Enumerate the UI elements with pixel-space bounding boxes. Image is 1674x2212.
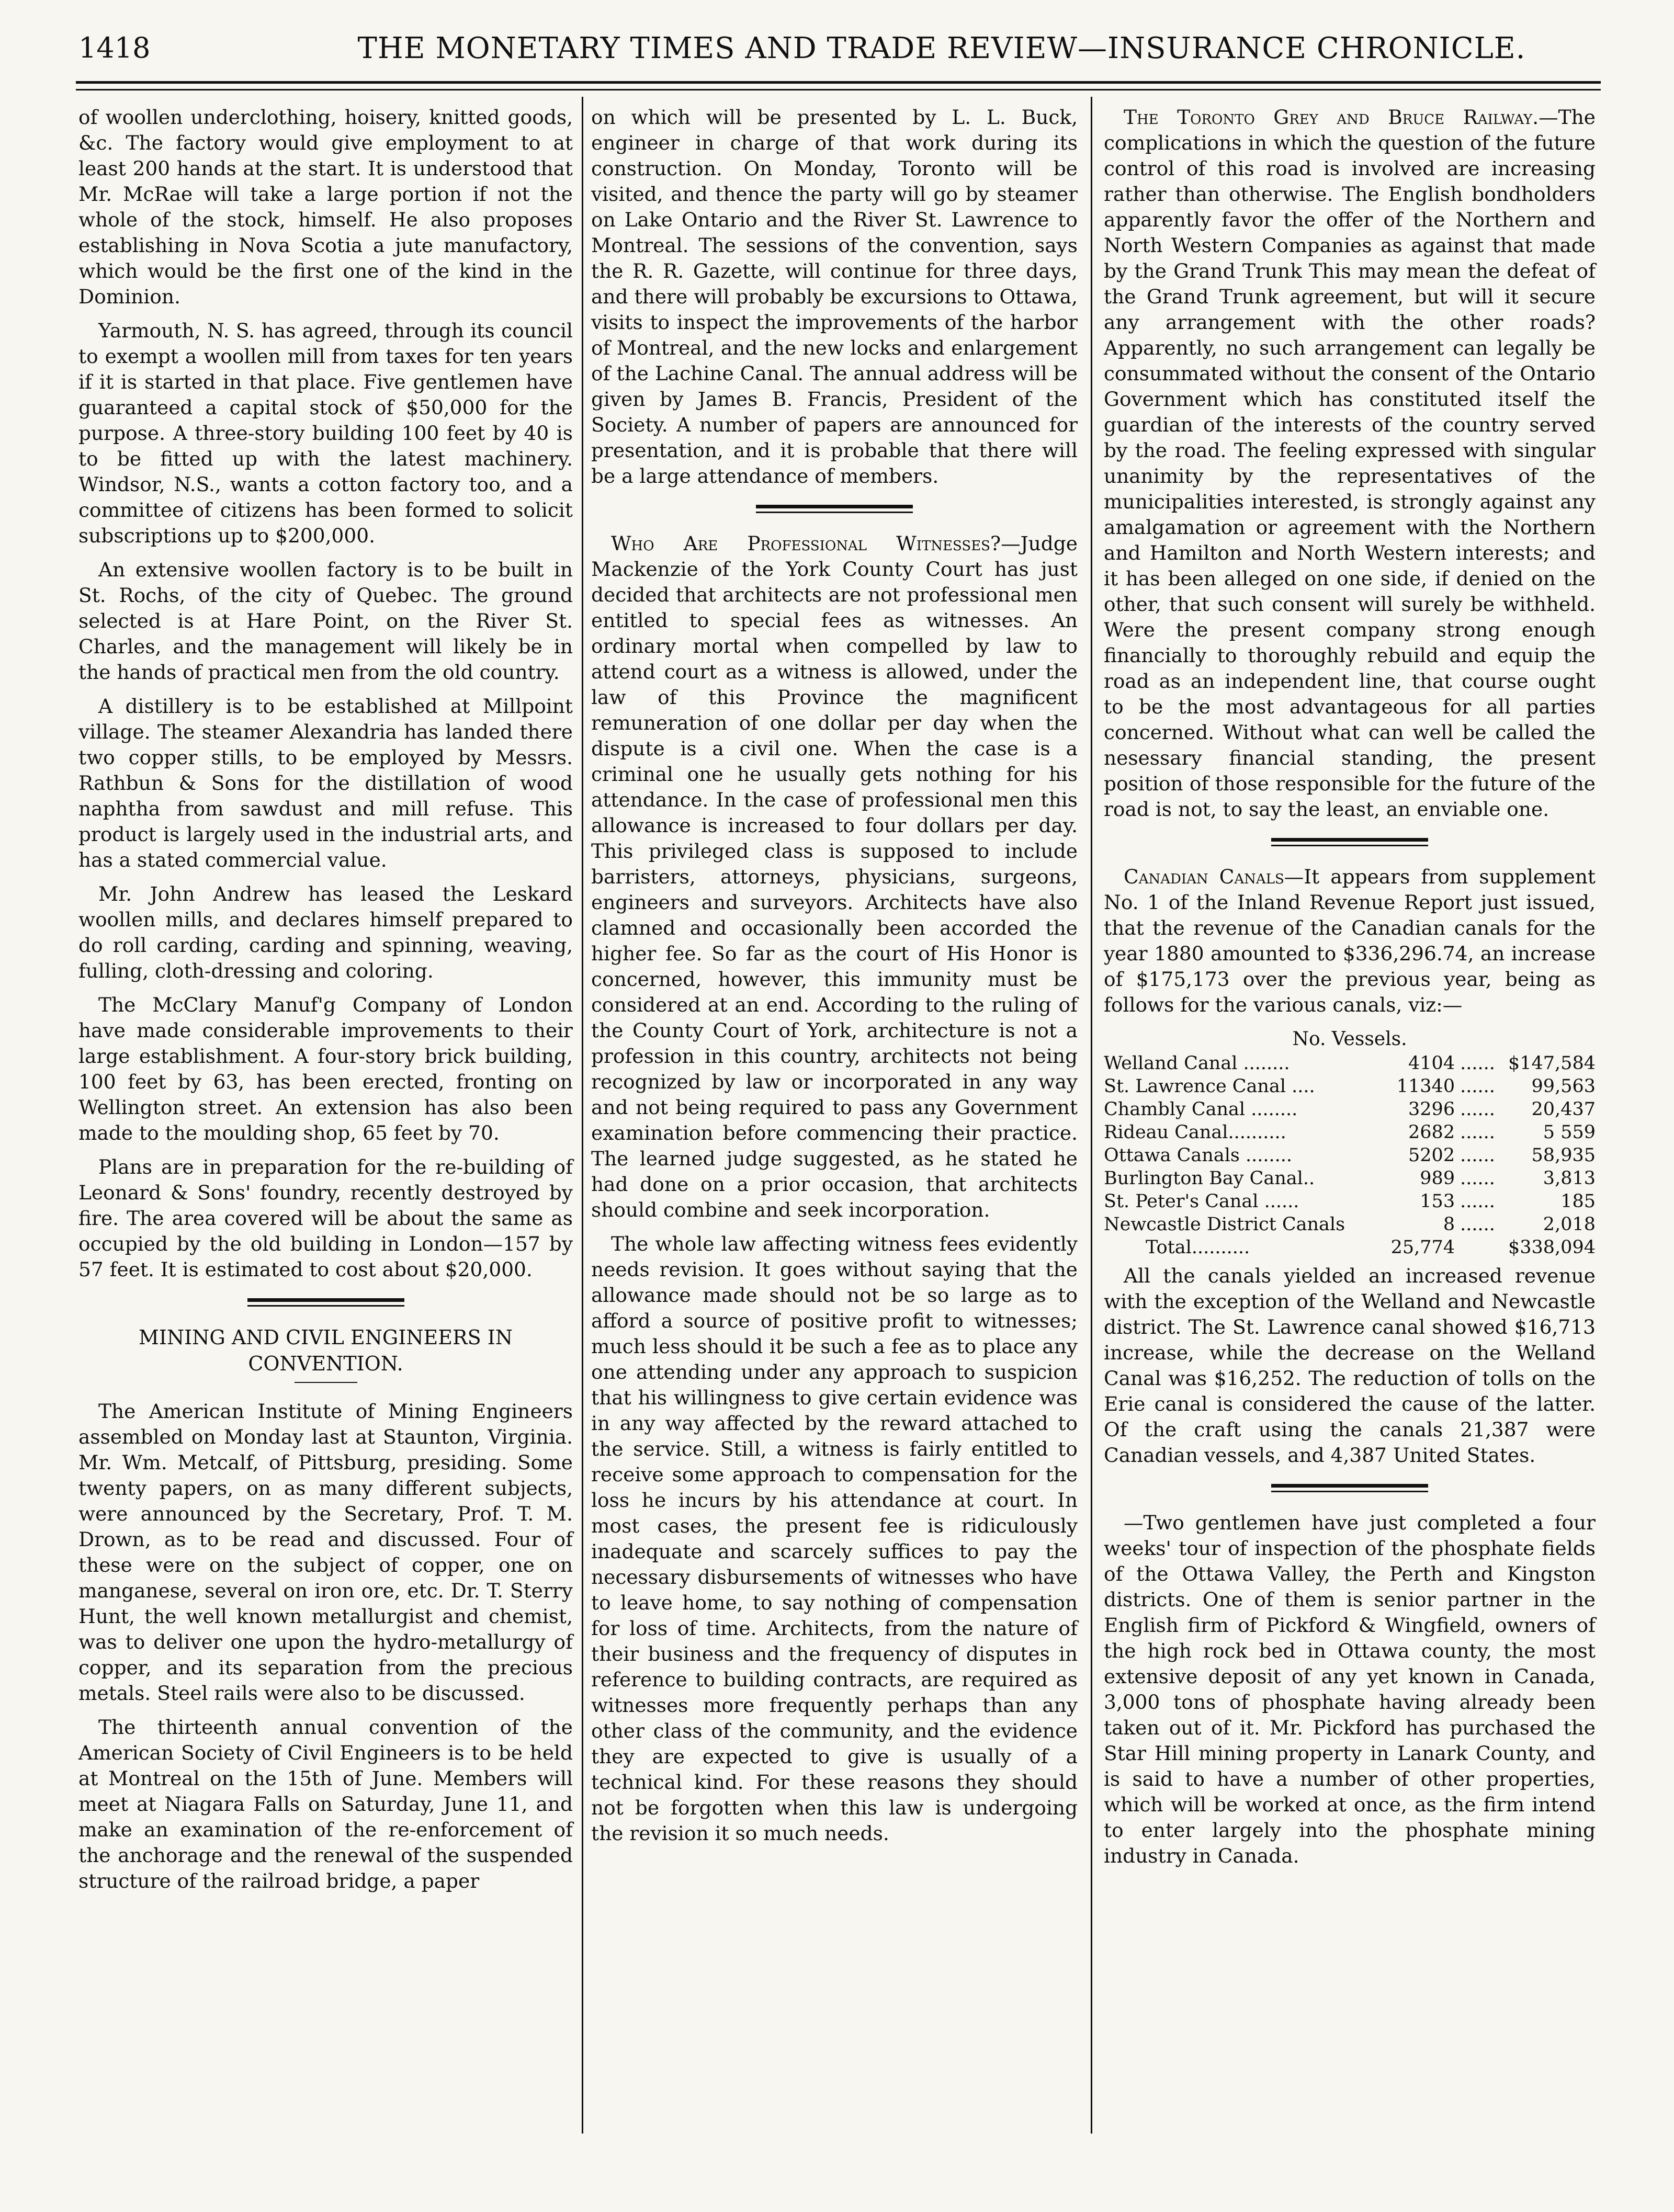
paragraph: —Two gentlemen have just completed a four weeks' tour of inspection of the phosphate fields of the Ottawa Valley, the Perth and Kingston districts. One of them is senior partner in the English firm of Pickford & Wingfield, owners of the high rock bed in Ottawa county, the most extensive deposit of any yet known in Canada, 3,000 tons of phosphate having already been taken out of it. Mr. Pickford has purchased the Star Hill mining property in Lanark County, and is said to have a number of other properties, which will be worked at once, as the firm intend to enter largely into the phosphate mining industry in Canada. — [1104, 1511, 1596, 1867]
table-row — [1104, 1213, 1596, 1236]
revenue-value: 20,437 — [1531, 1099, 1596, 1120]
table-row — [1104, 1052, 1596, 1075]
paragraph: The McClary Manuf'g Company of London have made considerable improvements to their large establishment. A four-story brick building, 100 feet by 63, has been erected, fronting on Wellington street. An extension has also been made to the moulding shop, 65 feet by 70. — [78, 993, 573, 1144]
vessel-count: 989 — [1420, 1168, 1455, 1189]
revenue-value: 2,018 — [1543, 1214, 1596, 1235]
paragraph — [591, 531, 1078, 1223]
revenue-value: 185 — [1560, 1191, 1596, 1212]
vessel-count: 3296 — [1408, 1099, 1455, 1120]
canal-name: Rideau Canal.......... — [1104, 1122, 1286, 1143]
paragraph-lead: Who Are Professional Witnesses? — [611, 532, 1001, 555]
paragraph: The American Institute of Mining Engineers assembled on Monday last at Staunton, Virginia. Mr. Wm. Metcalf, of Pittsburg, presiding. Some twenty papers, on as many different subjects, were announced by the Secretary, Prof. T. M. Drown, as to be read and discussed. Four of these were on the subject of copper, one on manganese, several on iron ore, etc. Dr. T. Sterry Hunt, the well known metallurgist and chemist, was to deliver one upon the hydro-metallurgy of copper, and its separation from the precious metals. Steel rails were also to be discussed. — [78, 1400, 573, 1705]
canal-name: St. Peter's Canal ...... — [1104, 1191, 1299, 1212]
paragraph — [1104, 864, 1596, 1018]
paragraph-body: —The complications in which the question of the future control of this road is involved are increasing rather than otherwise. The English bondholders apparently favor the offer of the Northern and North Western Companies as against that made by the Grand Trunk This may mean the defeat of the Grand Trunk agreement, but will it secure any arrangement with the other roads? Apparently, no such arrangement can legally be consummated without the consent of the Ontario Government which has constituted itself the guardian of the interests of the country served by the road. The feeling expressed with singular unanimity by the representatives of the municipalities interested, is strongly against any amalgamation or agreement with the Northern and Hamilton and North Western interests; and it has been alleged on one side, if denied on the other, that such consent will surely be withheld. Were the present company strong enough financially to thoroughly rebuild and equip the road as an independent line, that course ought to be the most advantageous for all parties concerned. Without what can well be called the nesessary financial standing, the present position of those responsible for the future of the road is not, to say the least, an enviable one. — [1104, 106, 1596, 821]
vessel-count: 5202 — [1408, 1145, 1455, 1166]
canal-name: Chambly Canal ........ — [1104, 1099, 1298, 1120]
heading-rule — [295, 1382, 357, 1383]
leader-dots: ...... — [1460, 1053, 1495, 1074]
vessel-count: 153 — [1420, 1191, 1455, 1212]
paragraph: Mr. John Andrew has leased the Leskard woollen mills, and declares himself prepared to do roll carding, carding and spinning, weaving, fulling, cloth-dressing and coloring. — [78, 882, 573, 982]
paragraph: of woollen underclothing, hoisery, knitted goods, &c. The factory would give employment to at least 200 hands at the start. It is understood that Mr. McRae will take a large portion if not the whole of the stock, himself. He also proposes establishing in Nova Scotia a jute manufactory, which would be the first one of the kind in the Dominion. — [78, 106, 573, 308]
column-3 — [1104, 105, 1596, 1877]
table-row — [1104, 1098, 1596, 1121]
page-number: 1418 — [78, 31, 151, 64]
paragraph: on which will be presented by L. L. Buck, engineer in charge of that work during its construction. On Monday, Toronto will be visited, and thence the party will go by steamer on Lake Ontario and the River St. Lawrence to Montreal. The sessions of the convention, says the R. R. Gazette, will continue for three days, and there will probably be excursions to Ottawa, visits to inspect the improvements of the harbor of Montreal, and the new locks and enlargement of the Lachine Canal. The annual address will be given by James B. Francis, President of the Society. A number of papers are announced for presentation, and it is probable that there will be a large attendance of members. — [591, 106, 1078, 487]
total-label: Total.......... — [1146, 1237, 1250, 1258]
section-ornament-rule — [756, 505, 913, 513]
canal-name: Burlington Bay Canal.. — [1104, 1168, 1315, 1189]
paragraph-lead: The Toronto Grey and Bruce Railway. — [1124, 106, 1539, 129]
canal-name: Newcastle District Canals — [1104, 1214, 1345, 1235]
paragraph-body: —Judge Mackenzie of the York County Court has just decided that architects are not professional men entitled to special fees as witnesses. An ordinary mortal when compelled by law to attend court as a witness is allowed, under the law of this Province the magnificent remuneration of one dollar per day when the dispute is a civil one. When the case is a criminal one he usually gets nothing for his attendance. In the case of professional men this allowance is increased to four dollars per day. This privileged class is supposed to include barristers, attorneys, physicians, surgeons, engineers and surveyors. Architects have also clamned and occasionally been accorded the higher fee. So far as the court of His Honor is concerned, however, this immunity must be considered at an end. According to the ruling of the County Court of York, architecture is not a profession in this country, architects not being recognized by law or incorporated in any way and not being required to pass any Government examination before commencing their practice. The learned judge suggested, as he stated he had done on a prior occasion, that architects should combine and seek incorporation. — [591, 532, 1078, 1221]
canal-name: Ottawa Canals ........ — [1104, 1145, 1292, 1166]
table-row — [1104, 1121, 1596, 1144]
total-vessels: 25,774 — [1390, 1237, 1455, 1258]
leader-dots: ...... — [1460, 1214, 1495, 1235]
revenue-value: $147,584 — [1508, 1053, 1596, 1074]
paragraph: Plans are in preparation for the re-building of Leonard & Sons' foundry, recently destroyed by fire. The area covered will be about the same as occupied by the old building in London—157 by 57 feet. It is estimated to cost about $20,000. — [78, 1155, 573, 1281]
revenue-value: 5 559 — [1543, 1122, 1596, 1143]
paragraph-body: —It appears from supplement No. 1 of the Inland Revenue Report just issued, that the revenue of the Canadian canals for the year 1880 amounted to $336,296.74, an increase of $175,173 over the previous year, being as follows for the various canals, viz:— — [1104, 865, 1596, 1016]
leader-dots: ...... — [1460, 1099, 1495, 1120]
table-row — [1104, 1167, 1596, 1190]
leader-dots: ...... — [1460, 1076, 1495, 1097]
revenue-value: 58,935 — [1531, 1145, 1596, 1166]
column-2 — [591, 105, 1078, 1855]
table-row — [1104, 1075, 1596, 1098]
section-ornament-rule — [1271, 838, 1428, 846]
page-header — [58, 31, 1616, 78]
paragraph — [1104, 105, 1596, 822]
paragraph: The whole law affecting witness fees evidently needs revision. It goes without saying that the allowance made should not be so large as to afford a source of positive profit to witnesses; much less should it be such a fee as to place any one attending under any approach to suspicion that his willingness to give certain evidence was in any way affected by the reward attached to the service. Still, a witness is fairly entitled to receive some approach to compensation for the loss he incurs by his attendance at court. In most cases, the present fee is ridiculously inadequate and scarcely suffices to pay the necessary disbursements of witnesses who have to leave home, to say nothing of compensation for loss of time. Architects, from the nature of their business and the frequency of disputes in reference to building contracts, are required as witnesses more frequently perhaps than any other class of the community, and the evidence they are expected to give is usually of a technical kind. For these reasons they should not be forgotten when this law is undergoing the revision it so much needs. — [591, 1232, 1078, 1845]
leader-dots: ...... — [1460, 1122, 1495, 1143]
canal-name: Welland Canal ........ — [1104, 1053, 1290, 1074]
vessel-count: 2682 — [1408, 1122, 1455, 1143]
leader-dots: ...... — [1460, 1168, 1495, 1189]
paragraph: All the canals yielded an increased revenue with the exception of the Welland and Newcastle district. The St. Lawrence canal showed $16,713 increase, while the decrease on the Welland Canal was $16,252. The reduction of tolls on the Erie canal is considered the cause of the latter. Of the craft using the canals 21,387 were Canadian vessels, and 4,387 United States. — [1104, 1264, 1596, 1467]
publication-title: THE MONETARY TIMES AND TRADE REVIEW—INSURANCE CHRONICLE. — [357, 31, 1526, 65]
header-rule — [76, 81, 1601, 90]
section-ornament-rule — [247, 1298, 404, 1307]
vessel-count: 8 — [1443, 1214, 1455, 1235]
section-ornament-rule — [1271, 1484, 1428, 1492]
column-1 — [78, 105, 573, 1902]
table-header: No. Vessels. — [1292, 1028, 1407, 1050]
table-row — [1104, 1190, 1596, 1213]
revenue-value: 3,813 — [1543, 1168, 1596, 1189]
total-revenue: $338,094 — [1508, 1237, 1596, 1258]
table-row — [1104, 1144, 1596, 1167]
leader-dots: ...... — [1460, 1145, 1495, 1166]
table-total-row — [1104, 1236, 1596, 1259]
column-divider — [1091, 97, 1092, 2134]
paragraph: The thirteenth annual convention of the American Society of Civil Engineers is to be held at Montreal on the 15th of June. Members will meet at Niagara Falls on Saturday, June 11, and make an examination of the re-enforcement of the anchorage and the renewal of the suspended structure of the railroad bridge, a paper — [78, 1716, 573, 1892]
revenue-value: 99,563 — [1531, 1076, 1596, 1097]
vessel-count: 11340 — [1396, 1076, 1455, 1097]
canal-name: St. Lawrence Canal .... — [1104, 1076, 1315, 1097]
paragraph-lead: Canadian Canals — [1124, 865, 1284, 888]
canals-table — [1104, 1052, 1596, 1259]
leader-dots: ...... — [1460, 1191, 1495, 1212]
article-heading: MINING AND CIVIL ENGINEERS IN CONVENTION. — [138, 1326, 513, 1375]
paragraph: A distillery is to be established at Millpoint village. The steamer Alexandria has landed there two copper stills, to be employed by Messrs. Rathbun & Sons for the distillation of wood naphtha from sawdust and mill refuse. This product is largely used in the industrial arts, and has a stated commercial value. — [78, 695, 573, 871]
vessel-count: 4104 — [1408, 1053, 1455, 1074]
paragraph: An extensive woollen factory is to be built in St. Rochs, of the city of Quebec. The ground selected is at Hare Point, on the River St. Charles, and the management will likely be in the hands of practical men from the old country. — [78, 558, 573, 684]
paragraph: Yarmouth, N. S. has agreed, through its council to exempt a woollen mill from taxes for ten years if it is started in that place. Five gentlemen have guaranteed a capital stock of $50,000 for the purpose. A three-story building 100 feet by 40 is to be fitted up with the latest machinery. Windsor, N.S., wants a cotton factory too, and a committee of citizens has been formed to solicit subscriptions up to $200,000. — [78, 319, 573, 547]
column-divider — [582, 97, 583, 2134]
